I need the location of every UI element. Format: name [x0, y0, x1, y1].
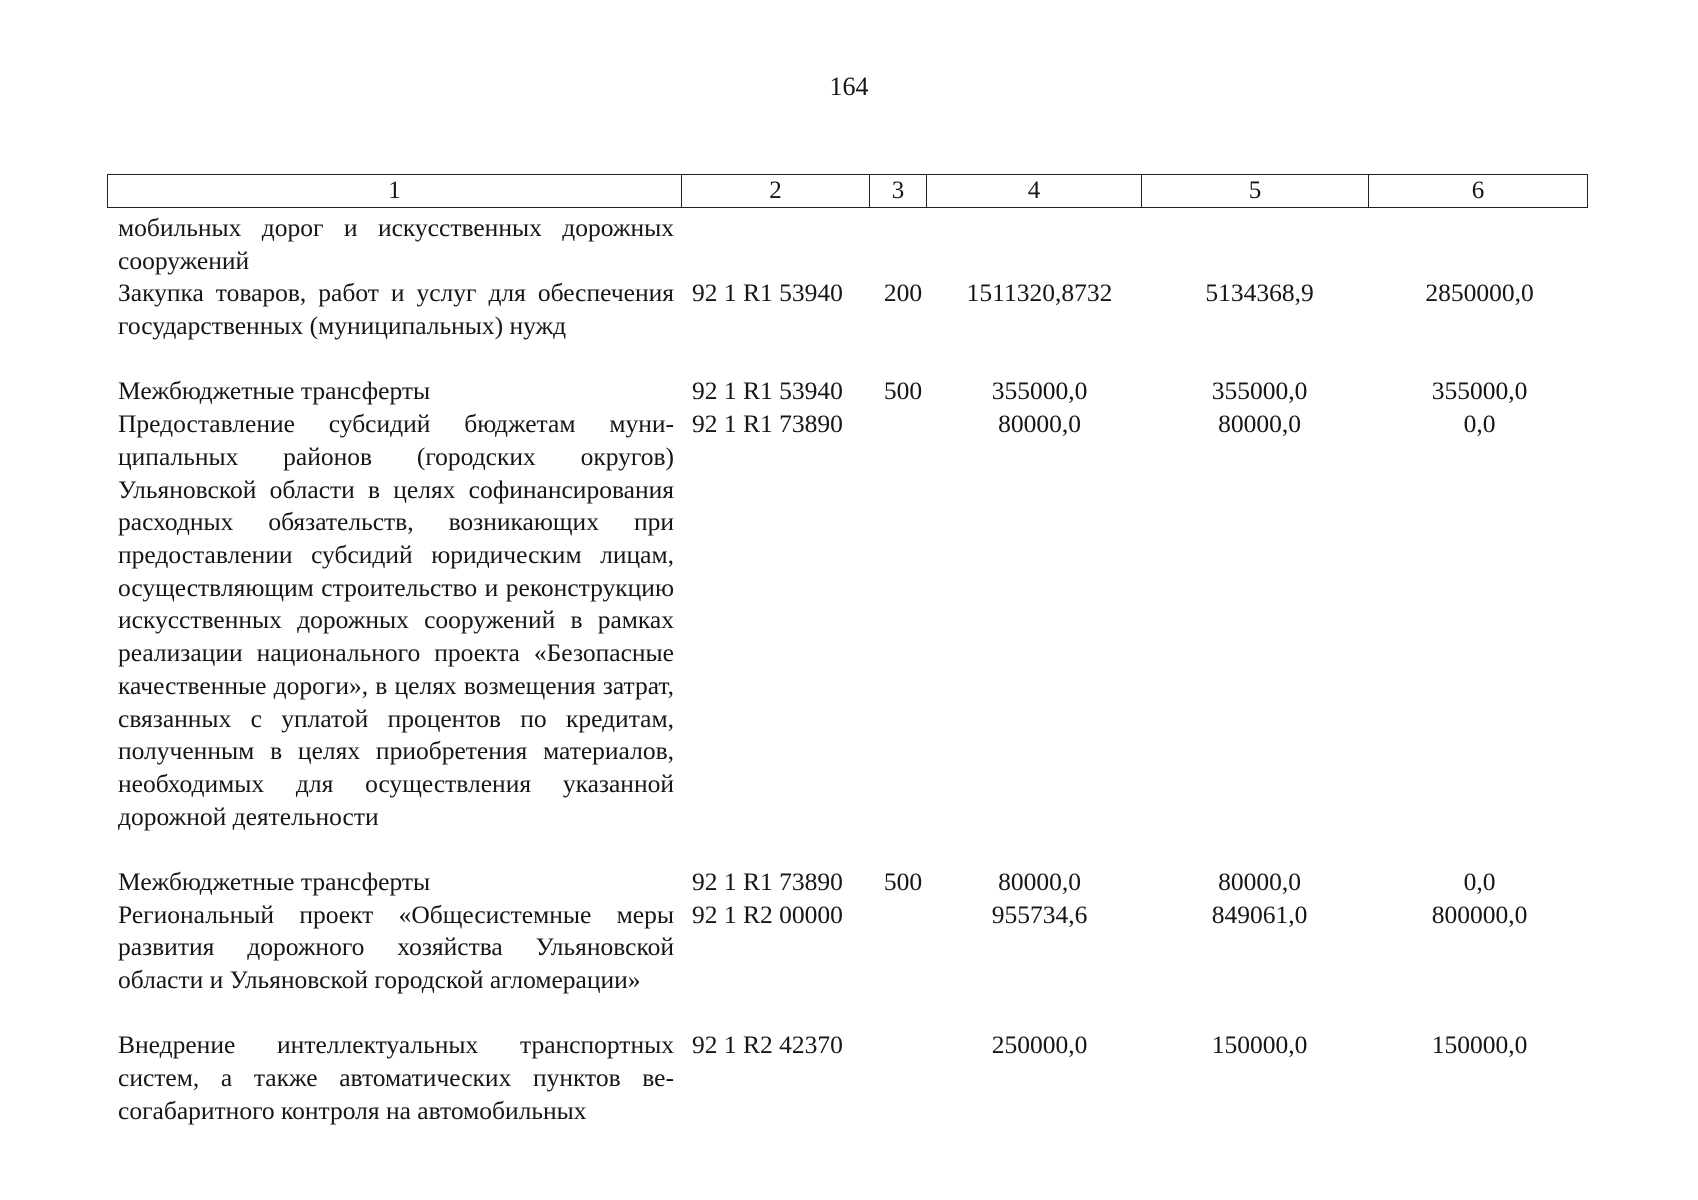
table-row	[0, 408, 1698, 866]
row-code: 92 1 R1 73890	[692, 866, 843, 896]
table-row	[0, 277, 1698, 375]
row-name: Предоставление субсидий бюджетам муниципальных районов (городских округов) Ульяновской области в целях софинансирования расходных обязательств, возникающих при предоставлении субсидий юридическим лицам, осуществляющим строительство и реконструкцию искусственных дорожных сооружений в рамках реализации национального проекта «Безопасные качественные дороги», в целях возмещения затрат, связанных с уплатой процентов по кредитам, полученным в целях приобретения материалов, необходимых для осуществления указанной дорожной деятельности	[118, 409, 674, 831]
table-row	[0, 375, 1698, 408]
row-value-col6: 0,0	[1463, 866, 1496, 896]
table-row	[0, 212, 1698, 277]
column-header-6: 6	[1369, 175, 1588, 208]
column-header-1: 1	[108, 175, 682, 208]
column-header-5: 5	[1142, 175, 1369, 208]
row-value-col6: 0,0	[1463, 409, 1496, 439]
row-value-col5: 150000,0	[1211, 1030, 1308, 1060]
row-expense-type: 500	[883, 376, 923, 406]
row-name: Межбюджетные трансферты	[118, 866, 431, 896]
row-value-col4: 1511320,8732	[966, 278, 1113, 308]
row-value-col6: 2850000,0	[1425, 278, 1534, 308]
row-value-col5: 5134368,9	[1205, 278, 1314, 308]
column-header-4: 4	[927, 175, 1142, 208]
row-value-col4: 355000,0	[991, 376, 1088, 406]
row-value-col5: 355000,0	[1211, 376, 1308, 406]
row-code: 92 1 R1 53940	[692, 278, 843, 308]
row-value-col4: 955734,6	[991, 899, 1088, 929]
row-code: 92 1 R1 73890	[692, 409, 843, 439]
row-expense-type: 200	[883, 278, 923, 308]
row-name: мобильных дорог и искусственных дорожных сооружений	[118, 213, 674, 275]
row-code: 92 1 R2 42370	[692, 1030, 843, 1060]
page-number: 164	[829, 72, 869, 101]
row-value-col5: 849061,0	[1211, 899, 1308, 929]
row-name: Межбюджетные трансферты	[118, 376, 431, 406]
table-row	[0, 866, 1698, 899]
row-name: Региональный проект «Общесистемные меры развития дорожного хозяйства Ульяновской области и Ульяновской городской агломерации»	[118, 899, 674, 995]
table-header	[107, 174, 1588, 208]
column-header-2: 2	[682, 175, 870, 208]
row-name: Внедрение интеллектуальных транспортных систем, а также автоматических пунктов весогабаритного контроля на автомобильных	[118, 1030, 674, 1125]
row-value-col5: 80000,0	[1218, 866, 1301, 896]
row-value-col5: 80000,0	[1218, 409, 1301, 439]
table-body	[0, 212, 1698, 1128]
table-row	[0, 899, 1698, 1030]
row-code: 92 1 R2 00000	[692, 899, 843, 929]
row-value-col4: 80000,0	[998, 866, 1081, 896]
row-value-col4: 250000,0	[991, 1030, 1088, 1060]
row-value-col6: 150000,0	[1431, 1030, 1528, 1060]
row-code: 92 1 R1 53940	[692, 376, 843, 406]
row-name: Закупка товаров, работ и услуг для обеспечения государственных (муниципальных) нужд	[118, 278, 674, 341]
row-expense-type: 500	[883, 866, 923, 896]
column-header-3: 3	[870, 175, 927, 208]
row-value-col4: 80000,0	[998, 409, 1081, 439]
row-value-col6: 355000,0	[1431, 376, 1528, 406]
table-row	[0, 1029, 1698, 1127]
row-value-col6: 800000,0	[1431, 899, 1528, 929]
